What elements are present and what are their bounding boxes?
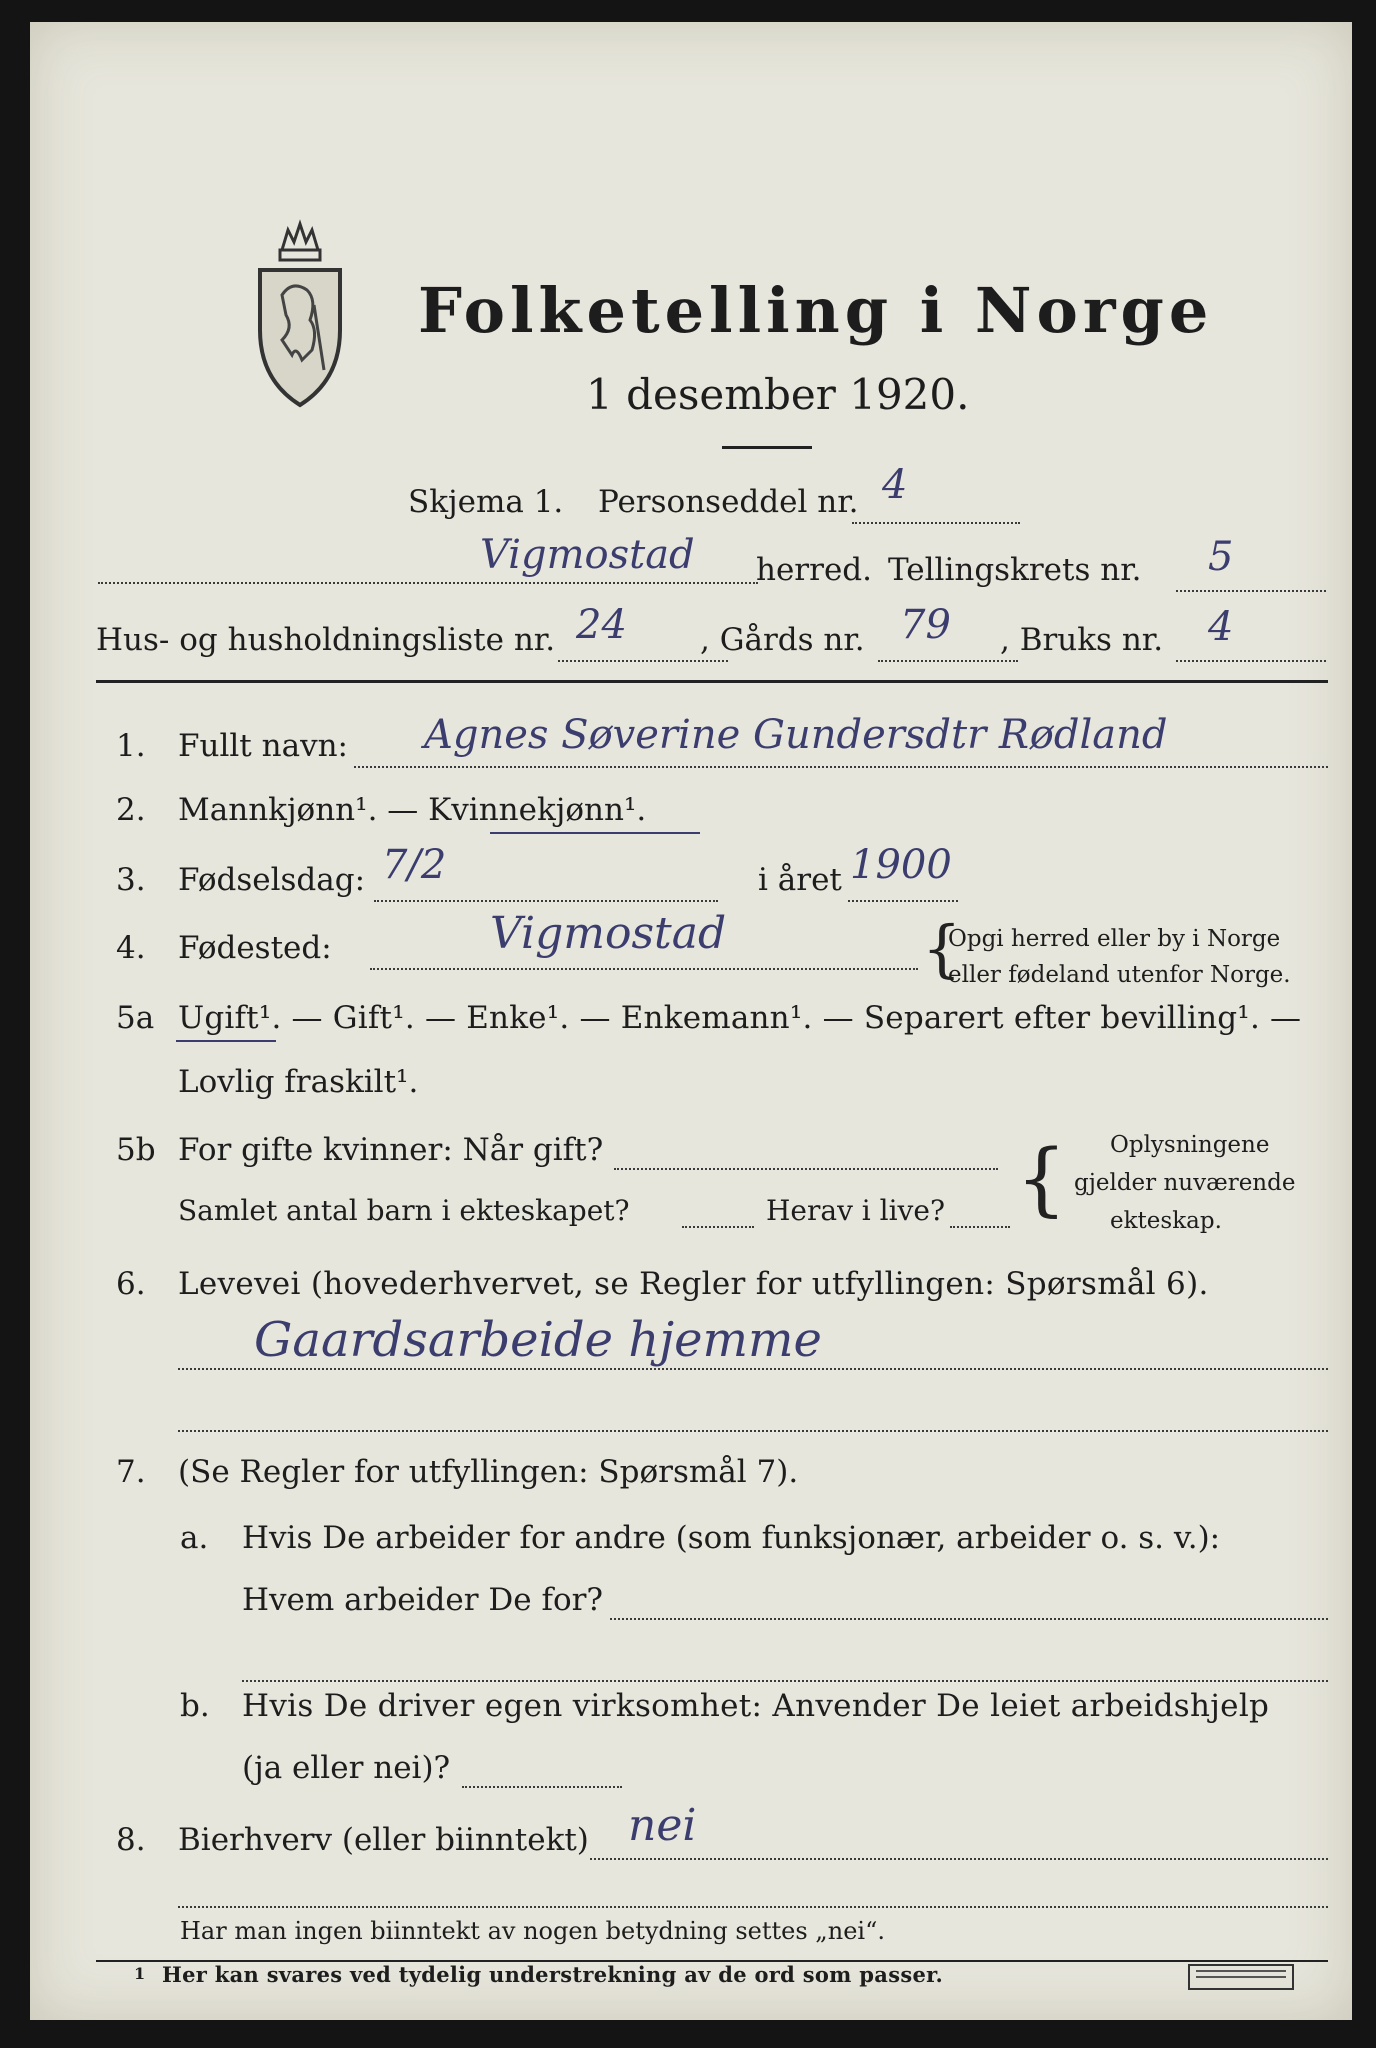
q8-label: Bierhverv (eller biinntekt) xyxy=(178,1822,589,1858)
bruks-value[interactable]: 4 xyxy=(1208,604,1234,650)
q5b-number: 5b xyxy=(116,1132,156,1168)
footnote-text: Her kan svares ved tydelig understrekning av de ord som passer. xyxy=(162,1962,944,1987)
gender-underline xyxy=(490,832,700,834)
bruks-label: , Bruks nr. xyxy=(1000,622,1164,658)
q7-number: 7. xyxy=(116,1454,146,1490)
personseddel-line xyxy=(852,522,1020,524)
q5a-number: 5a xyxy=(116,1000,155,1036)
q5b-brace: { xyxy=(1016,1132,1067,1225)
tellingskrets-line xyxy=(1176,590,1326,592)
herred-value[interactable]: Vigmostad xyxy=(480,532,695,578)
q6-label: Levevei (hovederhvervet, se Regler for utfyllingen: Spørsmål 6). xyxy=(178,1266,1209,1302)
q4-label: Fødested: xyxy=(178,930,332,966)
q7a-letter: a. xyxy=(180,1520,209,1556)
children-total-line xyxy=(682,1226,754,1228)
full-name-value[interactable]: Agnes Søverine Gundersdtr Rødland xyxy=(424,712,1168,758)
hired-help-line xyxy=(462,1786,622,1788)
q5b-note-line2: gjelder nuværende xyxy=(1074,1170,1296,1196)
q1-number: 1. xyxy=(116,728,146,764)
bruks-line xyxy=(1176,660,1326,662)
marital-status-options-2: Lovlig fraskilt¹. xyxy=(178,1064,419,1100)
side-income-line-1 xyxy=(590,1858,1328,1860)
skjema-label: Skjema 1. xyxy=(408,484,564,520)
birthday-line xyxy=(374,900,718,902)
side-income-line-2 xyxy=(178,1906,1328,1908)
footnote-mark: 1 xyxy=(134,1964,146,1983)
q8-number: 8. xyxy=(116,1822,146,1858)
birthplace-line xyxy=(370,968,918,970)
header-rule xyxy=(96,680,1328,683)
q5b-label-2: Samlet antal barn i ekteskapet? xyxy=(178,1194,630,1227)
q7b-label-2: (ja eller nei)? xyxy=(242,1750,451,1786)
printer-stamp-icon xyxy=(1188,1964,1294,1990)
children-alive-line xyxy=(950,1226,1010,1228)
gender-options: Mannkjønn¹. — Kvinnekjønn¹. xyxy=(178,792,647,828)
hus-line xyxy=(558,660,728,662)
hus-label: Hus- og husholdningsliste nr. xyxy=(96,622,556,658)
q7a-label: Hvis De arbeider for andre (som funksjonær, arbeider o. s. v.): xyxy=(242,1520,1221,1556)
herred-line xyxy=(98,582,758,584)
q7a-label-2: Hvem arbeider De for? xyxy=(242,1582,604,1618)
birthplace-value[interactable]: Vigmostad xyxy=(490,908,727,959)
q4-note-line1: Opgi herred eller by i Norge xyxy=(948,926,1281,952)
employer-line-1 xyxy=(610,1618,1328,1620)
q4-brace: { xyxy=(922,912,962,985)
q5b-label: For gifte kvinner: Når gift? xyxy=(178,1132,604,1168)
occupation-value[interactable]: Gaardsarbeide hjemme xyxy=(254,1312,822,1368)
employer-line-2 xyxy=(242,1680,1328,1682)
occupation-line-2 xyxy=(178,1430,1328,1432)
year-label: i året xyxy=(758,862,842,898)
side-income-note: Har man ingen biinntekt av nogen betydning settes „nei“. xyxy=(180,1917,885,1945)
q7b-letter: b. xyxy=(180,1688,210,1724)
q6-number: 6. xyxy=(116,1266,146,1302)
q5b-note-line3: ekteskap. xyxy=(1110,1208,1222,1234)
tellingskrets-value[interactable]: 5 xyxy=(1208,534,1234,580)
q3-label: Fødselsdag: xyxy=(178,862,366,898)
birthday-value[interactable]: 7/2 xyxy=(382,842,447,888)
hus-value[interactable]: 24 xyxy=(576,602,627,648)
q3-number: 3. xyxy=(116,862,146,898)
marital-underline xyxy=(176,1040,276,1042)
gards-value[interactable]: 79 xyxy=(900,602,951,648)
form-title: Folketelling i Norge xyxy=(418,274,1214,347)
q1-label: Fullt navn: xyxy=(178,728,348,764)
year-line xyxy=(848,900,958,902)
q7b-label: Hvis De driver egen virksomhet: Anvender De leiet arbeidshjelp xyxy=(242,1688,1270,1724)
q5b-note-line1: Oplysningene xyxy=(1110,1132,1270,1158)
herred-label: herred. xyxy=(756,552,872,588)
birth-year-value[interactable]: 1900 xyxy=(850,842,952,888)
personseddel-label: Personseddel nr. xyxy=(598,484,859,520)
title-divider xyxy=(722,446,812,449)
coat-of-arms-icon xyxy=(252,210,348,410)
q4-number: 4. xyxy=(116,930,146,966)
census-form-page xyxy=(30,22,1352,2020)
q1-line xyxy=(354,766,1328,768)
q5b-label-3: Herav i live? xyxy=(766,1194,945,1227)
gards-label: , Gårds nr. xyxy=(700,622,865,658)
side-income-value[interactable]: nei xyxy=(628,1800,697,1851)
q2-number: 2. xyxy=(116,792,146,828)
census-date: 1 desember 1920. xyxy=(586,370,970,419)
occupation-line-1 xyxy=(178,1368,1328,1370)
marital-status-options: Ugift¹. — Gift¹. — Enke¹. — Enkemann¹. — Separert efter bevilling¹. — xyxy=(178,1000,1302,1036)
married-when-line xyxy=(614,1168,998,1170)
tellingskrets-label: Tellingskrets nr. xyxy=(888,552,1142,588)
personseddel-value[interactable]: 4 xyxy=(882,462,908,508)
q4-note-line2: eller fødeland utenfor Norge. xyxy=(948,962,1291,988)
q7-label: (Se Regler for utfyllingen: Spørsmål 7). xyxy=(178,1454,799,1490)
gards-line xyxy=(878,660,1018,662)
